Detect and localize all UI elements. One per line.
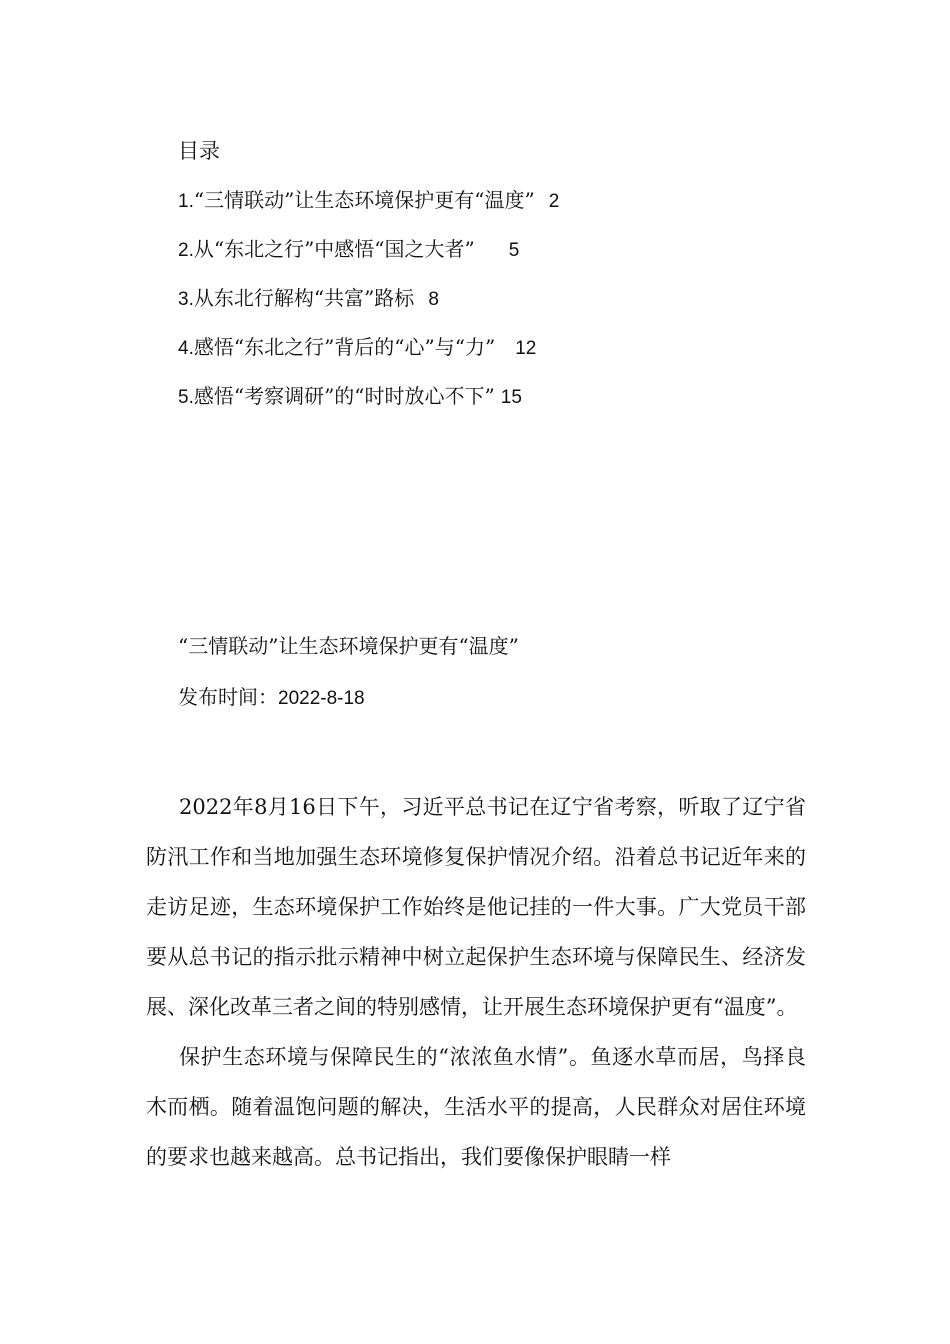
article-title: “三情联动”让生态环境保护更有“温度” xyxy=(178,634,519,658)
toc-item[interactable] xyxy=(178,381,818,411)
toc-title: 目录 xyxy=(178,139,220,163)
toc-item-page: 15 xyxy=(500,387,522,408)
toc-item-number: 3. xyxy=(178,289,194,310)
toc-item-page: 8 xyxy=(428,289,439,310)
publish-info xyxy=(178,682,365,714)
publish-label: 发布时间： xyxy=(178,685,278,709)
body-paragraph: 2022年8月16日下午，习近平总书记在辽宁省考察，听取了辽宁省防汛工作和当地加强生态环境修复保护情况介绍。沿着总书记近年来的走访足迹，生态环境保护工作始终是他记挂的一件大事。广大党员干部要从总书记的指示批示精神中树立起保护生态环境与保障民生、经济发展、深化改革三者之间的特别感情，让开展生态环境保护更有“温度”。 xyxy=(146,795,806,1019)
toc-item-page: 12 xyxy=(515,338,537,359)
toc-item-text: 从“东北之行”中感悟“国之大者” xyxy=(193,237,475,261)
toc-item-text: 感悟“东北之行”背后的“心”与“力” xyxy=(193,335,496,359)
toc-item-number: 5. xyxy=(178,387,194,408)
toc-item-number: 4. xyxy=(178,338,194,359)
toc-item-text: “三情联动”让生态环境保护更有“温度” xyxy=(193,188,535,212)
toc-item[interactable] xyxy=(178,283,818,313)
body-paragraph: 保护生态环境与保障民生的“浓浓鱼水情”。鱼逐水草而居，鸟择良木而栖。随着温饱问题的解决，生活水平的提高，人民群众对居住环境的要求也越来越高。总书记指出，我们要像保护眼睛一样 xyxy=(146,1045,806,1169)
toc-item[interactable] xyxy=(178,185,818,215)
toc-item-number: 2. xyxy=(178,240,194,261)
article-body xyxy=(146,782,806,1182)
publish-date: 2022-8-18 xyxy=(278,688,365,709)
toc-item-text: 感悟“考察调研”的“时时放心不下” xyxy=(193,384,495,408)
toc-item-page: 2 xyxy=(548,191,560,212)
table-of-contents xyxy=(178,136,818,430)
toc-item[interactable] xyxy=(178,234,818,264)
toc-item-number: 1. xyxy=(178,191,194,212)
toc-item-text: 从东北行解构“共富”路标 xyxy=(193,286,415,310)
toc-item-page: 5 xyxy=(508,240,520,261)
toc-item[interactable] xyxy=(178,332,818,362)
